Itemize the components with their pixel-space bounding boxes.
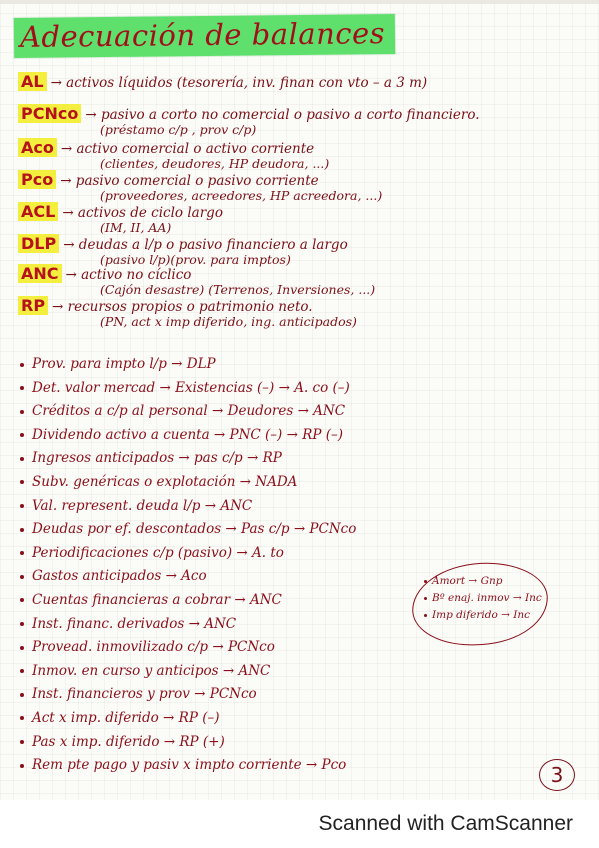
note-item-text: Bº enaj. inmov → Inc [432, 592, 542, 604]
abbreviation-text: → pasivo comercial o pasivo corriente [60, 173, 319, 189]
bullet-dot [20, 457, 24, 461]
list-item-text: Créditos a c/p al personal → Deudores → ANC [32, 403, 346, 420]
list-item-text: Deudas por ef. descontados → Pas c/p → PCNco [32, 521, 357, 538]
list-item [20, 521, 460, 545]
list-item-text: Inmov. en curso y anticipos → ANC [32, 662, 271, 679]
abbreviation-text: → activo comercial o activo corriente [60, 141, 315, 157]
abbreviation-code: ACL [18, 202, 58, 221]
bullet-dot [20, 669, 24, 673]
abbreviation-sub: (préstamo c/p , prov c/p) [100, 122, 257, 137]
list-item-text: Pas x imp. diferido → RP (+) [32, 733, 225, 750]
list-item [20, 427, 460, 451]
abbreviation-sub: (clientes, deudores, HP deudora, ...) [100, 156, 330, 171]
abbreviation-aco [18, 138, 329, 171]
list-item-text: Inst. financ. derivados → ANC [32, 615, 237, 632]
list-item [20, 545, 460, 569]
abbreviation-code: ANC [18, 264, 62, 283]
list-item [20, 710, 460, 734]
list-item [20, 616, 460, 640]
list-item [20, 757, 460, 781]
page-edge [0, 0, 599, 4]
list-item [20, 498, 460, 522]
bullet-dot [424, 597, 427, 600]
note-item-text: Amort → Gnp [432, 575, 503, 587]
bullet-dot [20, 504, 24, 508]
abbreviation-code: Aco [18, 138, 57, 157]
list-item-text: Rem pte pago y pasiv x impto corriente → Pco [32, 757, 347, 774]
list-item-text: Gastos anticipados → Aco [32, 568, 207, 585]
scanner-watermark: Scanned with CamScanner [318, 812, 573, 835]
abbreviation-anc [18, 264, 375, 297]
abbreviation-text: → activos líquidos (tesorería, inv. finan con vto – a 3 m) [50, 75, 428, 91]
bullet-dot [20, 622, 24, 626]
scanner-footer [0, 800, 599, 848]
abbreviation-sub: (pasivo l/p)(prov. para imptos) [100, 252, 291, 267]
list-item [20, 450, 460, 474]
abbreviation-text: → activos de ciclo largo [62, 205, 223, 221]
list-item [20, 734, 460, 758]
abbreviation-text: → recursos propios o patrimonio neto. [52, 299, 313, 315]
bullet-dot [20, 363, 24, 367]
bullet-dot [20, 693, 24, 697]
list-item [20, 686, 460, 710]
bullet-dot [20, 646, 24, 650]
abbreviation-acl [18, 202, 223, 235]
list-item [20, 592, 460, 616]
page-number: 3 [539, 759, 575, 791]
list-item [20, 568, 460, 592]
bullet-dot [20, 598, 24, 602]
abbreviation-sub: (PN, act x imp diferido, ing. anticipados) [100, 314, 357, 329]
note-item [424, 575, 542, 592]
list-item-text: Inst. financieros y prov → PCNco [32, 686, 257, 703]
abbreviation-code: Pco [18, 170, 56, 189]
list-item-text: Provead. inmovilizado c/p → PCNco [32, 639, 275, 656]
abbreviation-code: DLP [18, 234, 59, 253]
bullet-dot [20, 740, 24, 744]
bullet-dot [20, 433, 24, 437]
abbreviation-text: → activo no cíclico [65, 267, 192, 283]
bullet-dot [424, 580, 427, 583]
abbreviation-code: PCNco [18, 104, 81, 123]
bullet-dot [20, 551, 24, 555]
bullet-dot [20, 480, 24, 484]
note-item-text: Imp diferido → Inc [432, 609, 531, 621]
abbreviation-code: AL [18, 72, 47, 91]
abbreviation-rp [18, 296, 357, 329]
list-item-text: Periodificaciones c/p (pasivo) → A. to [32, 544, 284, 561]
list-item-text: Dividendo activo a cuenta → PNC (–) → RP (–) [32, 426, 344, 443]
list-item-text: Prov. para impto l/p → DLP [32, 356, 216, 372]
bullet-dot [20, 410, 24, 414]
list-item [20, 474, 460, 498]
bullet-dot [20, 764, 24, 768]
list-item [20, 639, 460, 663]
note-item [424, 592, 542, 609]
list-item-text: Val. represent. deuda l/p → ANC [32, 497, 253, 514]
bullet-list [20, 356, 460, 781]
list-item [20, 403, 460, 427]
abbreviation-sub: (proveedores, acreedores, HP acreedora, ...) [100, 188, 383, 203]
abbreviation-al [18, 72, 427, 91]
bullet-dot [20, 386, 24, 390]
list-item-text: Cuentas financieras a cobrar → ANC [32, 591, 282, 608]
list-item-text: Subv. genéricas o explotación → NADA [32, 473, 298, 490]
abbreviation-sub: (IM, II, AA) [100, 220, 172, 235]
list-item-text: Act x imp. diferido → RP (–) [32, 709, 220, 726]
abbreviation-sub: (Cajón desastre) (Terrenos, Inversiones, ...) [100, 282, 376, 297]
list-item [20, 356, 460, 380]
note-item [424, 609, 542, 626]
title-highlight [14, 14, 395, 58]
bullet-dot [20, 716, 24, 720]
title-block [14, 16, 395, 56]
page-title: Adecuación de balances [19, 16, 386, 54]
list-item [20, 663, 460, 687]
bullet-dot [424, 614, 427, 617]
abbreviation-pco [18, 170, 382, 203]
abbreviation-code: RP [18, 296, 48, 315]
bullet-dot [20, 575, 24, 579]
list-item [20, 380, 460, 404]
abbreviation-text: → pasivo a corto no comercial o pasivo a corto financiero. [85, 107, 480, 123]
list-item-text: Det. valor mercad → Existencias (–) → A. co (–) [32, 379, 350, 396]
list-item-text: Ingresos anticipados → pas c/p → RP [32, 450, 282, 467]
abbreviation-text: → deudas a l/p o pasivo financiero a largo [63, 237, 348, 253]
note-bubble-list [424, 575, 542, 626]
abbreviation-dlp [18, 234, 348, 267]
bullet-dot [20, 528, 24, 532]
abbreviation-pcnco [18, 104, 480, 137]
